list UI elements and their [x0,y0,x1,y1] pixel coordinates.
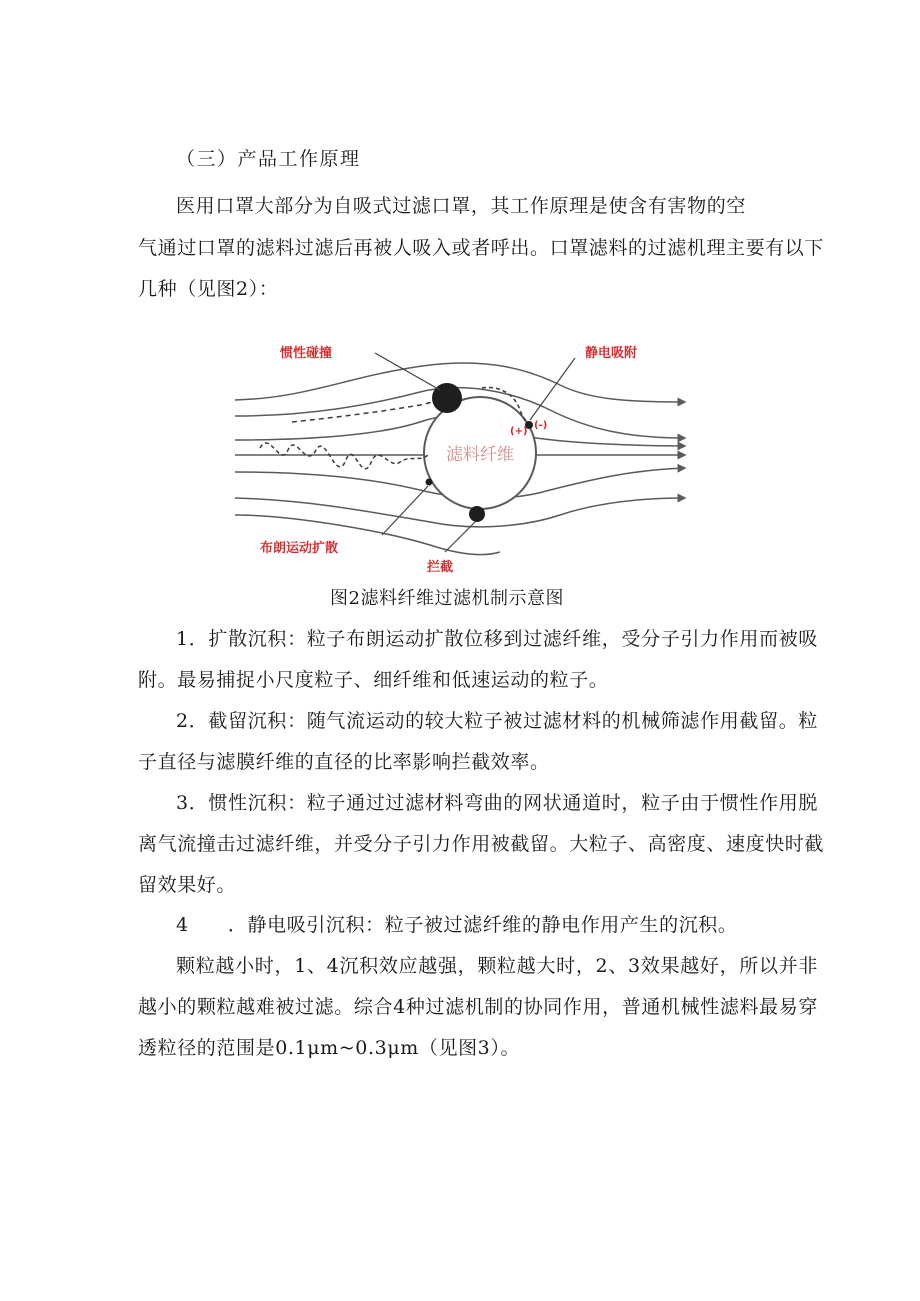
figure-caption: 图2滤料纤维过滤机制示意图 [330,588,564,609]
label-interception: 拦截 [427,560,454,575]
label-electrostatic-adsorption: 静电吸附 [585,346,638,361]
inertia-path [292,398,445,422]
label-brownian-diffusion: 布朗运动扩散 [260,541,339,556]
mechanism-1-line-1: 1．扩散沉积：粒子布朗运动扩散位移到过滤纤维，受分子引力作用而被吸 [176,628,818,650]
leader-brownian [382,486,428,535]
label-inertial-impaction: 惯性碰撞 [280,346,333,361]
section-heading: （三）产品工作原理 [176,148,361,170]
intro-line-1: 医用口罩大部分为自吸式过滤口罩，其工作原理是使含有害物的空 [176,195,746,217]
mechanism-3-line-2: 离气流撞击过滤纤维，并受分子引力作用被截留。大粒子、高密度、速度快时截 [138,833,825,855]
mechanism-2-line-2: 子直径与滤膜纤维的直径的比率影响拦截效率。 [138,751,550,773]
conclusion-line-1: 颗粒越小时，1、4沉积效应越强，颗粒越大时，2、3效果越好，所以并非 [176,955,818,977]
mechanism-2-line-1: 2．截留沉积：随气流运动的较大粒子被过滤材料的机械筛滤作用截留。粒 [176,710,818,732]
brownian-path [260,443,428,469]
conclusion-line-2: 越小的颗粒越难被过滤。综合4种过滤机制的协同作用，普通机械性滤料最易穿 [138,996,818,1018]
conclusion-line-3: 透粒径的范围是0.1μm~0.3μm（见图3）。 [138,1037,521,1059]
charge-positive: (+) [510,426,528,437]
leader-inertial [375,353,440,390]
brownian-particle [426,479,433,486]
charge-negative: (-) [534,420,548,431]
mechanism-3-line-3: 留效果好。 [138,874,237,896]
mechanism-4-line-1: 4 ．静电吸引沉积：粒子被过滤纤维的静电作用产生的沉积。 [176,914,738,936]
filter-mechanism-diagram [230,320,690,580]
interception-particle [469,506,485,522]
fiber-label: 滤料纤维 [446,445,514,465]
mechanism-1-line-2: 附。最易捕捉小尺度粒子、细纤维和低速运动的粒子。 [138,669,609,691]
intro-line-2: 气通过口罩的滤料过滤后再被人吸入或者呼出。口罩滤料的过滤机理主要有以下 [138,237,825,259]
mechanism-3-line-1: 3．惯性沉积：粒子通过过滤材料弯曲的网状通道时，粒子由于惯性作用脱 [176,792,818,814]
intro-line-3: 几种（见图2）： [138,278,279,300]
